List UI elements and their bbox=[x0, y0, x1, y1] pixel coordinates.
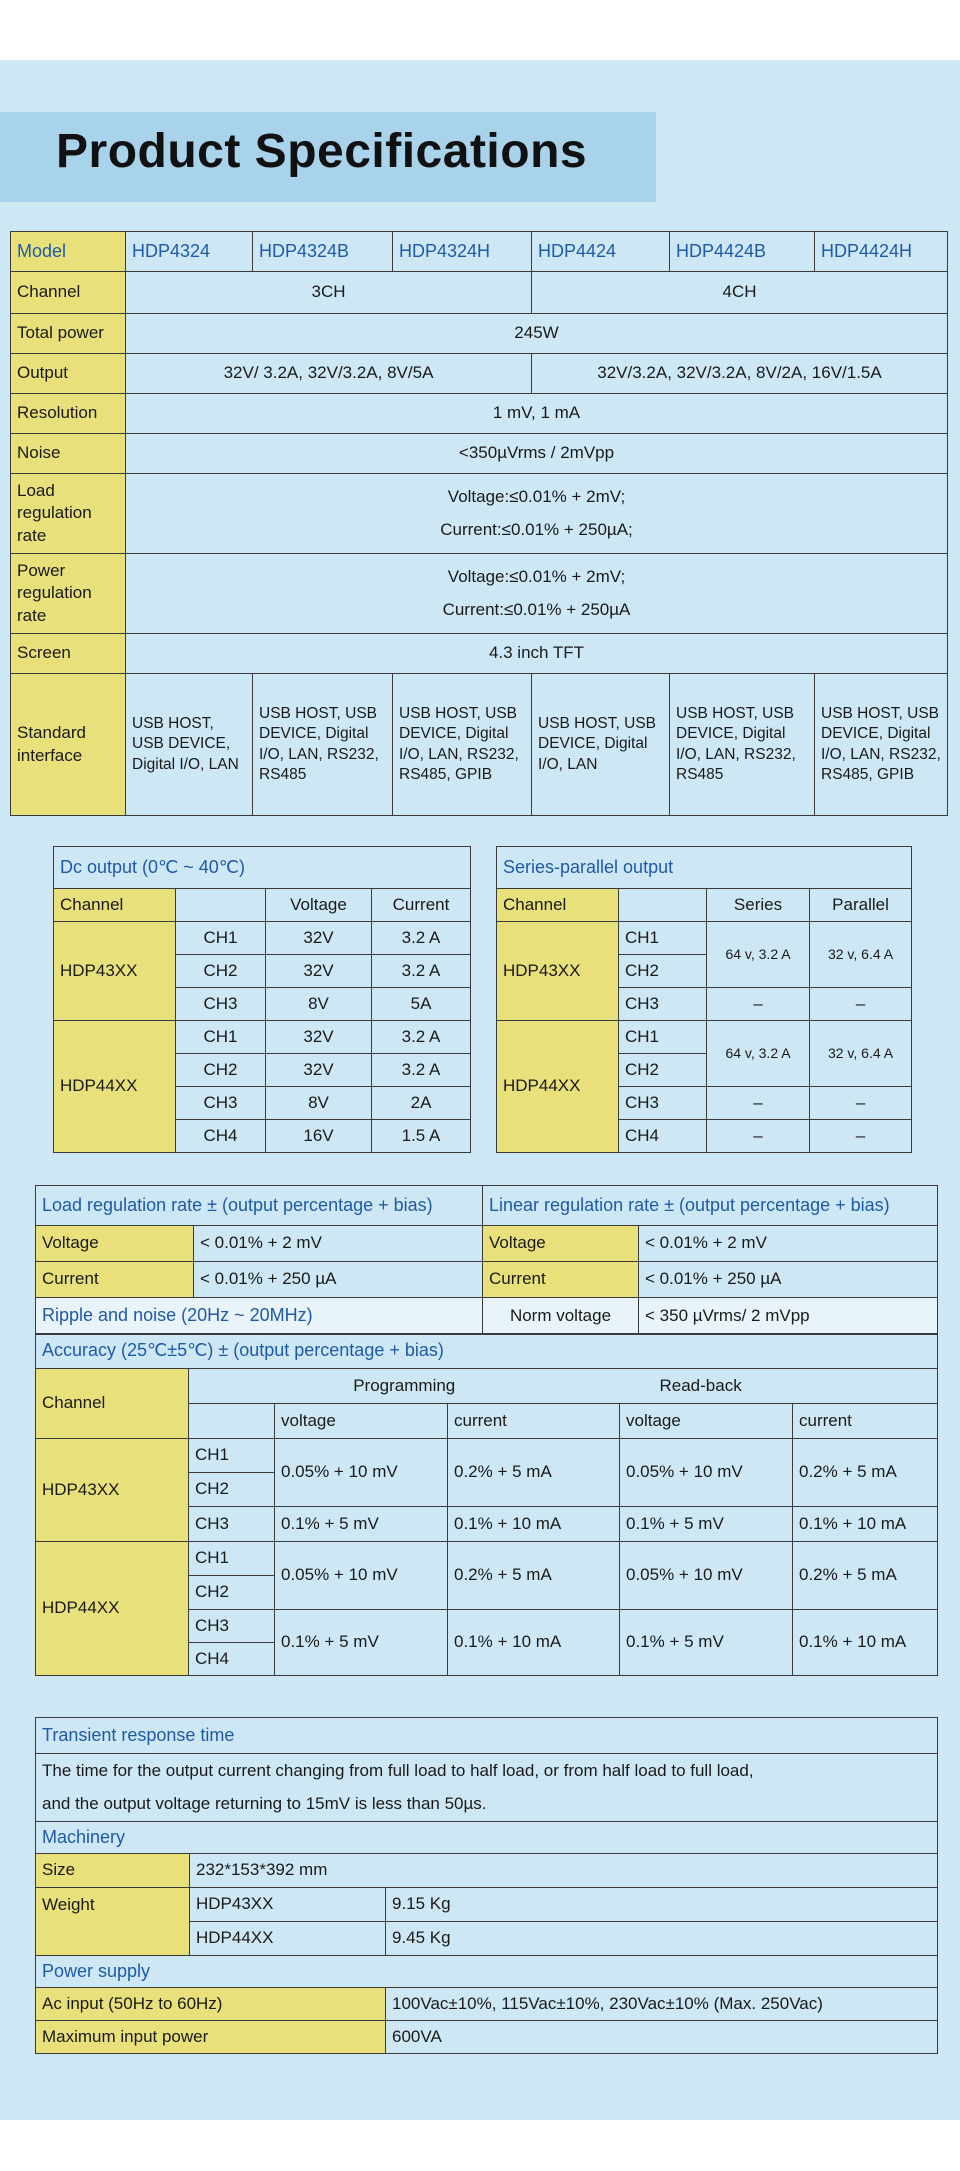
model-cell: HDP4424H bbox=[815, 232, 948, 272]
weight-label: Weight bbox=[36, 1888, 190, 1956]
accuracy-value: 0.2% + 5 mA bbox=[793, 1542, 938, 1610]
load-regulation-value bbox=[126, 474, 948, 554]
norm-voltage-label: Norm voltage bbox=[483, 1298, 639, 1335]
load-current-value: < 0.01% + 250 µA bbox=[194, 1262, 483, 1298]
accuracy-channel: CH2 bbox=[189, 1576, 275, 1610]
table-row bbox=[36, 1542, 938, 1576]
power-regulation-row bbox=[11, 554, 948, 634]
model-row bbox=[11, 232, 948, 272]
row-label: Screen bbox=[11, 634, 126, 674]
row-label: Load regulation rate bbox=[11, 474, 126, 554]
size-value: 232*153*392 mm bbox=[190, 1854, 938, 1888]
load-regulation-voltage: Voltage:≤0.01% + 2mV; bbox=[447, 487, 626, 507]
transient-line: The time for the output current changing from full load to half load, or from half load to full load, bbox=[42, 1761, 754, 1781]
dc-header-voltage: Voltage bbox=[266, 889, 372, 922]
noise-value: <350µVrms / 2mVpp bbox=[126, 434, 948, 474]
sp-channel: CH3 bbox=[619, 1087, 707, 1120]
transient-text bbox=[36, 1754, 938, 1822]
power-regulation-current: Current:≤0.01% + 250µA bbox=[442, 599, 631, 619]
dc-voltage: 32V bbox=[266, 955, 372, 988]
accuracy-value: 0.1% + 10 mA bbox=[448, 1507, 620, 1542]
interface-value: USB HOST, USB DEVICE, Digital I/O, LAN bbox=[126, 674, 253, 816]
table-row bbox=[36, 1298, 938, 1335]
output-value: 32V/ 3.2A, 32V/3.2A, 8V/5A bbox=[126, 354, 532, 394]
accuracy-channel: CH2 bbox=[189, 1473, 275, 1507]
accuracy-value: 0.2% + 5 mA bbox=[448, 1542, 620, 1610]
accuracy-value: 0.1% + 10 mA bbox=[793, 1610, 938, 1676]
accuracy-group-name: HDP43XX bbox=[36, 1439, 189, 1542]
interface-value: USB HOST, USB DEVICE, Digital I/O, LAN, RS232, RS485 bbox=[670, 674, 815, 816]
sp-channel: CH3 bbox=[619, 988, 707, 1021]
linear-regulation-title: Linear regulation rate ± (output percentage + bias) bbox=[483, 1186, 938, 1226]
dc-channel: CH2 bbox=[176, 955, 266, 988]
linear-current-value: < 0.01% + 250 µA bbox=[639, 1262, 938, 1298]
weight-model: HDP43XX bbox=[190, 1888, 386, 1922]
title-banner bbox=[0, 112, 656, 202]
accuracy-value: 0.05% + 10 mV bbox=[275, 1439, 448, 1507]
readback-label: Read-back bbox=[620, 1369, 938, 1404]
accuracy-value: 0.1% + 5 mV bbox=[275, 1507, 448, 1542]
ac-input-label: Ac input (50Hz to 60Hz) bbox=[36, 1988, 386, 2021]
voltage-label: Voltage bbox=[36, 1226, 194, 1262]
interface-row bbox=[11, 674, 948, 816]
row-label: Channel bbox=[11, 272, 126, 314]
table-row bbox=[497, 922, 912, 955]
table-row bbox=[497, 1021, 912, 1054]
dc-channel: CH4 bbox=[176, 1120, 266, 1153]
dc-current: 3.2 A bbox=[372, 955, 471, 988]
table-row bbox=[36, 1988, 938, 2021]
resolution-row bbox=[11, 394, 948, 434]
model-cell: HDP4324 bbox=[126, 232, 253, 272]
load-regulation-row bbox=[11, 474, 948, 554]
accuracy-value: 0.1% + 10 mA bbox=[448, 1610, 620, 1676]
accuracy-value: 0.05% + 10 mV bbox=[620, 1439, 793, 1507]
regulation-table bbox=[35, 1185, 938, 1335]
model-cell: HDP4424B bbox=[670, 232, 815, 272]
accuracy-value: 0.05% + 10 mV bbox=[620, 1542, 793, 1610]
accuracy-value: 0.1% + 5 mV bbox=[620, 1507, 793, 1542]
dc-group-name: HDP43XX bbox=[54, 922, 176, 1021]
accuracy-channel: CH3 bbox=[189, 1610, 275, 1643]
load-voltage-value: < 0.01% + 2 mV bbox=[194, 1226, 483, 1262]
spec-table bbox=[10, 231, 948, 816]
table-row bbox=[36, 1854, 938, 1888]
dc-current: 3.2 A bbox=[372, 1054, 471, 1087]
dc-current: 3.2 A bbox=[372, 922, 471, 955]
dc-current: 2A bbox=[372, 1087, 471, 1120]
accuracy-value: 0.1% + 10 mA bbox=[793, 1507, 938, 1542]
accuracy-group-name: HDP44XX bbox=[36, 1542, 189, 1676]
accuracy-value: 0.2% + 5 mA bbox=[448, 1439, 620, 1507]
load-regulation-title: Load regulation rate ± (output percentage + bias) bbox=[36, 1186, 483, 1226]
accuracy-blank bbox=[189, 1404, 275, 1439]
accuracy-value: 0.1% + 5 mV bbox=[275, 1610, 448, 1676]
accuracy-channel: CH3 bbox=[189, 1507, 275, 1542]
series-parallel-table bbox=[496, 846, 912, 1153]
noise-row bbox=[11, 434, 948, 474]
output-row bbox=[11, 354, 948, 394]
max-power-value: 600VA bbox=[386, 2021, 938, 2054]
interface-value: USB HOST, USB DEVICE, Digital I/O, LAN bbox=[532, 674, 670, 816]
row-label: Output bbox=[11, 354, 126, 394]
linear-voltage-value: < 0.01% + 2 mV bbox=[639, 1226, 938, 1262]
accuracy-channel: CH1 bbox=[189, 1542, 275, 1576]
model-cell: HDP4424 bbox=[532, 232, 670, 272]
sp-parallel-dash: – bbox=[810, 1120, 912, 1153]
power-regulation-value bbox=[126, 554, 948, 634]
channel-value: 4CH bbox=[532, 272, 948, 314]
screen-value: 4.3 inch TFT bbox=[126, 634, 948, 674]
dc-output-title: Dc output (0℃ ~ 40℃) bbox=[54, 847, 471, 889]
dc-voltage: 32V bbox=[266, 1054, 372, 1087]
table-row bbox=[54, 922, 471, 955]
table-row bbox=[36, 1439, 938, 1473]
accuracy-channel: CH1 bbox=[189, 1439, 275, 1473]
dc-header-blank bbox=[176, 889, 266, 922]
interface-value: USB HOST, USB DEVICE, Digital I/O, LAN, RS232, RS485, GPIB bbox=[815, 674, 948, 816]
dc-output-table bbox=[53, 846, 471, 1153]
table-row bbox=[36, 2021, 938, 2054]
sp-parallel-value: 32 v, 6.4 A bbox=[810, 1021, 912, 1087]
total-power-row bbox=[11, 314, 948, 354]
ac-input-value: 100Vac±10%, 115Vac±10%, 230Vac±10% (Max. 250Vac) bbox=[386, 1988, 938, 2021]
dc-channel: CH1 bbox=[176, 1021, 266, 1054]
interface-value: USB HOST, USB DEVICE, Digital I/O, LAN, RS232, RS485 bbox=[253, 674, 393, 816]
accuracy-table bbox=[35, 1333, 938, 1676]
programming-label: Programming bbox=[189, 1369, 620, 1404]
rb-voltage-header: voltage bbox=[620, 1404, 793, 1439]
transient-title: Transient response time bbox=[36, 1718, 938, 1754]
model-cell: HDP4324B bbox=[253, 232, 393, 272]
dc-voltage: 8V bbox=[266, 1087, 372, 1120]
sp-channel: CH1 bbox=[619, 1021, 707, 1054]
row-label: Power regulation rate bbox=[11, 554, 126, 634]
sp-parallel-dash: – bbox=[810, 988, 912, 1021]
table-row bbox=[36, 1262, 938, 1298]
weight-model: HDP44XX bbox=[190, 1922, 386, 1956]
dc-channel: CH3 bbox=[176, 1087, 266, 1120]
accuracy-value: 0.2% + 5 mA bbox=[793, 1439, 938, 1507]
machinery-title: Machinery bbox=[36, 1822, 938, 1854]
interface-value: USB HOST, USB DEVICE, Digital I/O, LAN, RS232, RS485, GPIB bbox=[393, 674, 532, 816]
dc-header-channel: Channel bbox=[54, 889, 176, 922]
current-label: Current bbox=[483, 1262, 639, 1298]
power-supply-title: Power supply bbox=[36, 1956, 938, 1988]
accuracy-value: 0.1% + 5 mV bbox=[620, 1610, 793, 1676]
sp-channel: CH1 bbox=[619, 922, 707, 955]
screen-row bbox=[11, 634, 948, 674]
total-power-value: 245W bbox=[126, 314, 948, 354]
sp-group-name: HDP43XX bbox=[497, 922, 619, 1021]
dc-channel: CH3 bbox=[176, 988, 266, 1021]
table-row bbox=[54, 1021, 471, 1054]
row-label: Standard interface bbox=[11, 674, 126, 816]
table-row bbox=[36, 1888, 938, 1922]
sp-header-series: Series bbox=[707, 889, 810, 922]
sp-parallel-value: 32 v, 6.4 A bbox=[810, 922, 912, 988]
sp-series-dash: – bbox=[707, 1120, 810, 1153]
dc-channel: CH2 bbox=[176, 1054, 266, 1087]
sp-series-value: 64 v, 3.2 A bbox=[707, 1021, 810, 1087]
dc-current: 1.5 A bbox=[372, 1120, 471, 1153]
dc-current: 3.2 A bbox=[372, 1021, 471, 1054]
sp-parallel-dash: – bbox=[810, 1087, 912, 1120]
resolution-value: 1 mV, 1 mA bbox=[126, 394, 948, 434]
accuracy-channel: CH4 bbox=[189, 1643, 275, 1676]
output-value: 32V/3.2A, 32V/3.2A, 8V/2A, 16V/1.5A bbox=[532, 354, 948, 394]
table-row bbox=[36, 1226, 938, 1262]
row-label: Resolution bbox=[11, 394, 126, 434]
sp-series-dash: – bbox=[707, 1087, 810, 1120]
series-parallel-title: Series-parallel output bbox=[497, 847, 912, 889]
row-label: Total power bbox=[11, 314, 126, 354]
dc-channel: CH1 bbox=[176, 922, 266, 955]
sp-channel: CH2 bbox=[619, 1054, 707, 1087]
ripple-title: Ripple and noise (20Hz ~ 20MHz) bbox=[36, 1298, 483, 1335]
dc-group-name: HDP44XX bbox=[54, 1021, 176, 1153]
model-label: Model bbox=[11, 232, 126, 272]
dc-current: 5A bbox=[372, 988, 471, 1021]
channel-value: 3CH bbox=[126, 272, 532, 314]
prog-voltage-header: voltage bbox=[275, 1404, 448, 1439]
accuracy-title: Accuracy (25℃±5℃) ± (output percentage + bias) bbox=[36, 1334, 938, 1369]
sp-header-channel: Channel bbox=[497, 889, 619, 922]
power-regulation-voltage: Voltage:≤0.01% + 2mV; bbox=[447, 567, 626, 587]
prog-current-header: current bbox=[448, 1404, 620, 1439]
model-cell: HDP4324H bbox=[393, 232, 532, 272]
sp-header-blank bbox=[619, 889, 707, 922]
row-label: Noise bbox=[11, 434, 126, 474]
size-label: Size bbox=[36, 1854, 190, 1888]
page-title: Product Specifications bbox=[56, 125, 588, 178]
sp-series-dash: – bbox=[707, 988, 810, 1021]
load-regulation-current: Current:≤0.01% + 250µA; bbox=[440, 519, 633, 539]
max-power-label: Maximum input power bbox=[36, 2021, 386, 2054]
norm-voltage-value: < 350 µVrms/ 2 mVpp bbox=[639, 1298, 938, 1335]
voltage-label: Voltage bbox=[483, 1226, 639, 1262]
sp-group-name: HDP44XX bbox=[497, 1021, 619, 1153]
misc-table bbox=[35, 1717, 938, 2054]
channel-row bbox=[11, 272, 948, 314]
weight-value: 9.15 Kg bbox=[386, 1888, 938, 1922]
accuracy-value: 0.05% + 10 mV bbox=[275, 1542, 448, 1610]
dc-voltage: 32V bbox=[266, 922, 372, 955]
rb-current-header: current bbox=[793, 1404, 938, 1439]
weight-value: 9.45 Kg bbox=[386, 1922, 938, 1956]
dc-header-current: Current bbox=[372, 889, 471, 922]
dc-voltage: 16V bbox=[266, 1120, 372, 1153]
accuracy-channel-label: Channel bbox=[36, 1369, 189, 1439]
transient-line: and the output voltage returning to 15mV is less than 50µs. bbox=[42, 1793, 487, 1813]
sp-channel: CH2 bbox=[619, 955, 707, 988]
current-label: Current bbox=[36, 1262, 194, 1298]
sp-header-parallel: Parallel bbox=[810, 889, 912, 922]
dc-voltage: 8V bbox=[266, 988, 372, 1021]
sp-series-value: 64 v, 3.2 A bbox=[707, 922, 810, 988]
sp-channel: CH4 bbox=[619, 1120, 707, 1153]
dc-voltage: 32V bbox=[266, 1021, 372, 1054]
